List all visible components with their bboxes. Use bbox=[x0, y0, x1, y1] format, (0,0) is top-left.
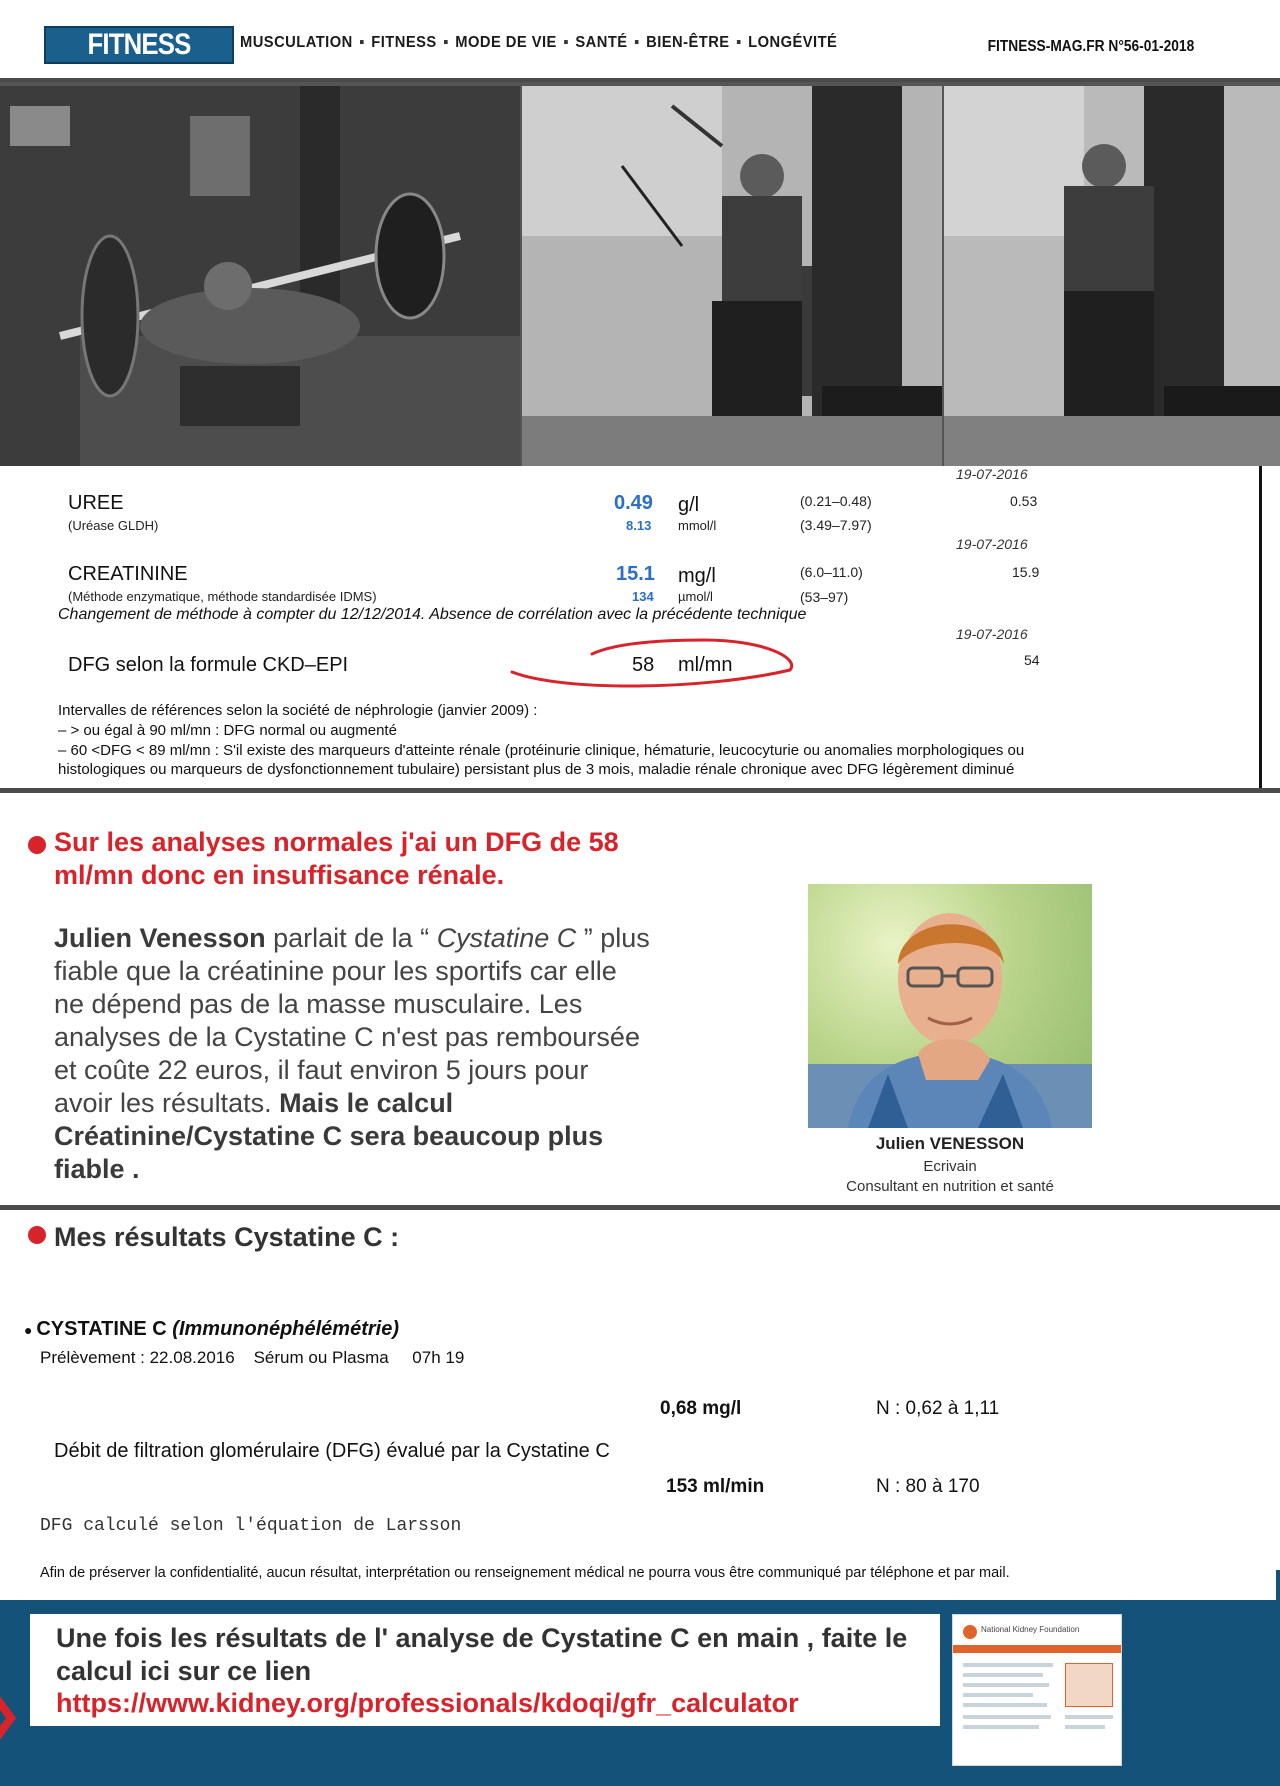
creatinine-name: CREATININE bbox=[68, 563, 188, 585]
body-conclusion: Mais le calcul Créatinine/Cystatine C sera beaucoup plus fiable . bbox=[54, 1088, 604, 1184]
issue-number: FITNESS-MAG.FR N°56-01-2018 bbox=[987, 38, 1194, 55]
nav-mode-de-vie[interactable]: MODE DE VIE bbox=[455, 34, 557, 51]
section-nav bbox=[240, 34, 837, 52]
creatinine-reference-umol: (53–97) bbox=[800, 589, 849, 605]
nav-fitness[interactable]: FITNESS bbox=[371, 34, 437, 51]
thumbnail-line bbox=[1065, 1715, 1113, 1719]
thumbnail-line bbox=[963, 1715, 1051, 1719]
uree-previous-value: 0.53 bbox=[1010, 493, 1038, 509]
kidney-logo-icon bbox=[963, 1625, 977, 1639]
reference-note-mild: – 60 <DFG < 89 ml/mn : S'il existe des marqueurs d'atteinte rénale (protéinurie clinique, hématurie, leucocyturie ou anomalies morphologiques ou bbox=[58, 742, 1025, 759]
uree-value: 0.49 bbox=[614, 492, 653, 514]
uree-name: UREE bbox=[68, 492, 124, 514]
photo-caption-role: Ecrivain bbox=[923, 1158, 977, 1175]
creatinine-method: (Méthode enzymatique, méthode standardisée IDMS) bbox=[68, 589, 377, 604]
photo-caption-name: Julien VENESSON bbox=[875, 1134, 1025, 1153]
nav-separator: ▪ bbox=[736, 34, 742, 51]
cystatine-norm: N : 0,62 à 1,11 bbox=[876, 1398, 1000, 1419]
uree-unit-mmol: mmol/l bbox=[678, 518, 717, 533]
body-text-part: parlait de la “ bbox=[265, 923, 437, 953]
nav-longevite[interactable]: LONGÉVITÉ bbox=[748, 34, 838, 51]
creatinine-unit: mg/l bbox=[678, 565, 716, 587]
section-divider bbox=[0, 1205, 1280, 1210]
fitness-mag-logo[interactable]: FITNESS bbox=[44, 26, 234, 64]
equation-note: DFG calculé selon l'équation de Larsson bbox=[40, 1516, 462, 1536]
red-circle-annotation bbox=[504, 634, 804, 694]
dfg-cystatine-norm: N : 80 à 170 bbox=[876, 1476, 980, 1497]
report-date: 19-07-2016 bbox=[956, 466, 1028, 482]
method-change-note: Changement de méthode à compter du 12/12/2014. Absence de corrélation avec la précédente technique bbox=[58, 606, 807, 623]
cystatine-test-title bbox=[24, 1318, 399, 1341]
section-heading-dfg: Sur les analyses normales j'ai un DFG de 58 ml/mn donc en insuffisance rénale. bbox=[54, 827, 619, 890]
confidentiality-note: Afin de préserver la confidentialité, aucun résultat, interprétation ou renseignement médical ne pourra vous être communiqué par téléphone et par mail. bbox=[40, 1565, 1010, 1581]
creatinine-unit-umol: µmol/l bbox=[678, 589, 713, 604]
thumbnail-line bbox=[963, 1673, 1043, 1677]
cable-pulldown-photo-1 bbox=[522, 86, 942, 466]
footer-banner bbox=[0, 1600, 1280, 1786]
thumbnail-line bbox=[963, 1703, 1047, 1707]
dfg-value: 58 bbox=[632, 654, 655, 676]
photo-caption-role: Consultant en nutrition et santé bbox=[846, 1178, 1054, 1195]
creatinine-previous-value: 15.9 bbox=[1012, 564, 1040, 580]
black-bullet: ● bbox=[24, 1322, 37, 1338]
workout-photo-strip bbox=[0, 78, 1280, 466]
dfg-cystatine-label: Débit de filtration glomérulaire (DFG) évalué par la Cystatine C bbox=[54, 1440, 610, 1462]
nav-musculation[interactable]: MUSCULATION bbox=[240, 34, 353, 51]
thumbnail-brand: National Kidney Foundation bbox=[981, 1625, 1080, 1634]
footer-edge bbox=[1276, 1570, 1280, 1600]
gfr-calculator-link[interactable]: https://www.kidney.org/professionals/kdoqi/gfr_calculator bbox=[56, 1688, 799, 1718]
test-method: (Immunonéphélémétrie) bbox=[172, 1318, 399, 1340]
footer-callout bbox=[30, 1614, 940, 1726]
thumbnail-line bbox=[1065, 1725, 1105, 1729]
red-bullet bbox=[28, 1226, 46, 1244]
test-name: CYSTATINE C bbox=[36, 1318, 173, 1340]
dfg-name: DFG selon la formule CKD–EPI bbox=[68, 654, 349, 676]
nav-bien-etre[interactable]: BIEN-ÊTRE bbox=[646, 34, 730, 51]
cystatine-term: Cystatine C bbox=[436, 923, 577, 953]
julien-venesson-photo bbox=[808, 884, 1092, 1128]
thumbnail-line bbox=[963, 1683, 1049, 1687]
reference-note-mild-cont: histologiques ou marqueurs de dysfonctionnement tubulaire) persistant plus de 3 mois, maladie rénale chronique avec DFG légèrement diminué bbox=[58, 761, 1015, 778]
cystatine-value: 0,68 mg/l bbox=[660, 1398, 742, 1419]
kidney-website-thumbnail[interactable] bbox=[952, 1614, 1122, 1766]
thumbnail-line bbox=[963, 1725, 1039, 1729]
thumbnail-sidebar-box bbox=[1065, 1663, 1113, 1707]
report-date: 19-07-2016 bbox=[956, 536, 1028, 552]
body-text-part: ” plus fiable que la créatinine pour les sportifs car elle ne dépend pas de la masse musculaire. Les analyses de la Cystatine C n'est pas remboursée et coûte 22 euros, il faut environ 5 jours pour avoir les résultats. bbox=[54, 923, 650, 1118]
reference-note-title: Intervalles de références selon la société de néphrologie (janvier 2009) : bbox=[58, 702, 538, 719]
chevron-right-icon bbox=[0, 1688, 24, 1748]
section-divider bbox=[0, 788, 1280, 793]
thumbnail-line bbox=[963, 1693, 1033, 1697]
nav-sante[interactable]: SANTÉ bbox=[575, 34, 628, 51]
creatinine-value: 15.1 bbox=[616, 563, 655, 585]
bench-press-photo bbox=[0, 86, 520, 466]
sample-info: Prélèvement : 22.08.2016 Sérum ou Plasma 07h 19 bbox=[40, 1348, 465, 1367]
author-name: Julien Venesson bbox=[54, 923, 266, 953]
nav-separator: ▪ bbox=[633, 34, 640, 51]
footer-instruction: Une fois les résultats de l' analyse de Cystatine C en main , faite le calcul ici sur ce lien bbox=[56, 1623, 908, 1686]
nav-separator: ▪ bbox=[359, 34, 365, 51]
creatinine-value-umol: 134 bbox=[632, 589, 654, 604]
thumbnail-navbar bbox=[953, 1645, 1122, 1653]
report-date: 19-07-2016 bbox=[956, 626, 1028, 642]
magazine-header bbox=[0, 0, 1280, 78]
creatinine-reference: (6.0–11.0) bbox=[800, 564, 863, 580]
uree-reference: (0.21–0.48) bbox=[800, 493, 872, 509]
nav-separator: ▪ bbox=[443, 34, 449, 51]
thumbnail-line bbox=[963, 1663, 1053, 1667]
uree-value-mmol: 8.13 bbox=[626, 518, 652, 533]
dfg-cystatine-value: 153 ml/min bbox=[666, 1476, 765, 1497]
section-heading-results: Mes résultats Cystatine C : bbox=[54, 1222, 400, 1252]
uree-method: (Uréase GLDH) bbox=[68, 518, 159, 533]
lab-report-creatinine bbox=[0, 466, 1262, 788]
uree-unit: g/l bbox=[678, 494, 700, 516]
red-bullet bbox=[28, 836, 46, 854]
dfg-unit: ml/mn bbox=[678, 654, 733, 676]
reference-note-normal: – > ou égal à 90 ml/mn : DFG normal ou augmenté bbox=[58, 722, 397, 739]
dfg-previous-value: 54 bbox=[1024, 652, 1040, 668]
cystatine-explanation bbox=[54, 922, 654, 1186]
cable-pulldown-photo-2 bbox=[944, 86, 1280, 466]
uree-reference-mmol: (3.49–7.97) bbox=[800, 517, 872, 533]
nav-separator: ▪ bbox=[563, 34, 569, 51]
